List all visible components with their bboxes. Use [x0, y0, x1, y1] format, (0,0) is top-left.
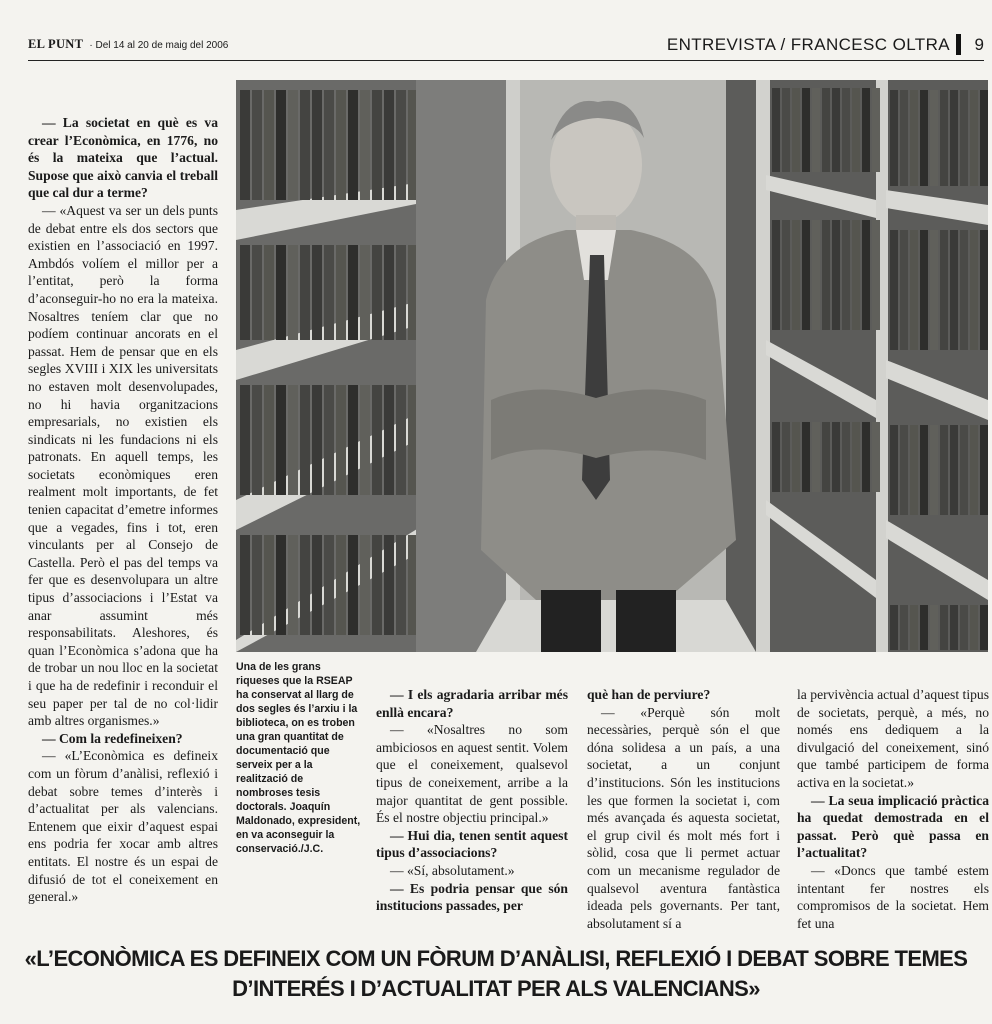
question-paragraph: — Com la redefineixen?	[42, 730, 183, 746]
book-spine	[240, 90, 250, 200]
book-spine	[862, 88, 870, 172]
book-spine	[312, 535, 322, 635]
book-spine	[960, 425, 968, 515]
book-spine	[980, 425, 988, 515]
article-column-3	[587, 686, 780, 931]
book-spine	[324, 245, 334, 340]
book-spine	[940, 230, 948, 350]
book-spine	[812, 220, 820, 330]
book-spine	[960, 90, 968, 186]
book-spine	[772, 422, 780, 492]
book-spine	[252, 385, 262, 495]
book-spine	[240, 535, 250, 635]
photo-caption: Una de les grans riqueses que la RSEAP ha conservat al llarg de dos segles és l’arxiu i la biblioteca, on es troben una gran quantitat de documentació que serveix per a la realització de nombroses tesis doctorals. Joaquín Maldonado, expresident, en va aconseguir la conservació./J.C.	[236, 661, 361, 855]
book-spine	[872, 422, 880, 492]
book-spine	[970, 425, 978, 515]
book-spine	[910, 425, 918, 515]
book-spine	[288, 385, 298, 495]
book-spine	[900, 605, 908, 650]
book-spine	[312, 245, 322, 340]
pull-quote: «L’ECONÒMICA ES DEFINEIX COM UN FÒRUM D’ANÀLISI, REFLEXIÓ I DEBAT SOBRE TEMES D’INTERÉS I D’ACTUALITAT PER ALS VALENCIANS»	[24, 946, 968, 1001]
book-spine	[802, 88, 810, 172]
book-spine	[396, 90, 406, 200]
section-title: ENTREVISTA / FRANCESC OLTRA	[666, 35, 950, 54]
book-spine	[782, 88, 790, 172]
issue-date: · Del 14 al 20 de maig del 2006	[89, 40, 229, 51]
book-spine	[950, 425, 958, 515]
article-column-1	[28, 114, 218, 922]
book-spine	[940, 425, 948, 515]
book-spine	[396, 245, 406, 340]
book-spine	[890, 605, 898, 650]
book-spine	[252, 90, 262, 200]
answer-paragraph: — «L’Econòmica es defineix com un fòrum d’anàlisi, reflexió i debat sobre temes d’interès i d’actualitat per als valencians. Entenem que eixir d’aquest espai ens podria fer xocar amb altres entitats. El nostre és un espai de difusió de tot el coneixement en general.»	[28, 748, 218, 905]
book-spine	[872, 88, 880, 172]
book-spine	[360, 245, 370, 340]
book-spine	[980, 90, 988, 186]
book-spine	[372, 245, 382, 340]
book-spine	[240, 385, 250, 495]
book-spine	[970, 230, 978, 350]
book-spine	[852, 220, 860, 330]
book-spine	[842, 422, 850, 492]
book-spine	[930, 230, 938, 350]
book-spine	[900, 90, 908, 186]
book-spine	[396, 535, 406, 635]
book-spine	[920, 90, 928, 186]
book-spine	[890, 90, 898, 186]
answer-paragraph: — «Nosaltres no som ambiciosos en aquest sentit. Volem que el coneixement, qualsevol tipus de coneixement, arribe a la major quantitat de gent possible. És el nostre objectiu principal.»	[376, 722, 568, 826]
book-spine	[384, 245, 394, 340]
book-spine	[264, 90, 274, 200]
book-spine	[782, 220, 790, 330]
book-spine	[288, 245, 298, 340]
book-spine	[360, 385, 370, 495]
answer-paragraph: la pervivència actual d’aquest tipus de societats, perquè, a més, no només ens dediquem a la divulgació del coneixement, sinó que també participem de forma activa en la societat.»	[797, 687, 989, 790]
book-spine	[276, 90, 286, 200]
book-spine	[842, 88, 850, 172]
book-spine	[360, 90, 370, 200]
answer-paragraph: — «Perquè són molt necessàries, perquè són el que dóna solidesa a un país, a una societat, a un conjunt d’institucions. Són les institucions les que formen la societat i, com més avançada és aquesta societat, el grup civil és molt més fort i sòlid, cosa que li permet actuar com un mecanisme regulador de qualsevol aventura fantàstica ideada pels governants. Per tant, absolutament sí a	[587, 704, 780, 931]
book-spine	[348, 535, 358, 635]
question-paragraph: — Hui dia, tenen sentit aquest tipus d’associacions?	[376, 827, 568, 861]
book-spine	[930, 605, 938, 650]
book-spine	[324, 90, 334, 200]
book-spine	[348, 385, 358, 495]
book-spine	[264, 245, 274, 340]
book-spine	[372, 385, 382, 495]
book-spine	[920, 425, 928, 515]
question-paragraph: — I els agradaria arribar més enllà encara?	[376, 687, 568, 720]
book-spine	[832, 422, 840, 492]
book-spine	[930, 90, 938, 186]
book-spine	[324, 535, 334, 635]
book-spine	[240, 245, 250, 340]
book-spine	[852, 422, 860, 492]
library-portrait-illustration	[236, 80, 988, 652]
book-spine	[960, 230, 968, 350]
book-spine	[252, 245, 262, 340]
book-spine	[980, 605, 988, 650]
book-spine	[970, 605, 978, 650]
publication-name: EL PUNT	[28, 37, 84, 51]
question-paragraph: — La seua implicació pràctica ha quedat demostrada en el passat. Però què passa en l’actualitat?	[797, 792, 989, 861]
book-spine	[812, 88, 820, 172]
book-spine	[890, 425, 898, 515]
book-spine	[772, 220, 780, 330]
book-spine	[300, 385, 310, 495]
book-spine	[872, 220, 880, 330]
book-spine	[792, 88, 800, 172]
book-spine	[312, 90, 322, 200]
book-spine	[822, 220, 830, 330]
book-spine	[910, 90, 918, 186]
book-spine	[252, 535, 262, 635]
book-spine	[372, 90, 382, 200]
book-spine	[782, 422, 790, 492]
answer-paragraph: — «Doncs que també estem intentant fer nostres els compromisos de la societat. Hem fet una	[797, 862, 989, 931]
book-spine	[264, 385, 274, 495]
book-spine	[910, 230, 918, 350]
book-spine	[300, 245, 310, 340]
book-spine	[384, 90, 394, 200]
book-spine	[960, 605, 968, 650]
page-number-bar	[956, 34, 961, 55]
book-spine	[336, 245, 346, 340]
book-spine	[920, 230, 928, 350]
page-number: 9	[974, 35, 984, 54]
book-spine	[276, 245, 286, 340]
book-spine	[862, 220, 870, 330]
book-spine	[832, 88, 840, 172]
book-spine	[300, 90, 310, 200]
book-spine	[384, 535, 394, 635]
book-spine	[920, 605, 928, 650]
article-column-2	[376, 686, 568, 922]
answer-paragraph: — «Sí, absolutament.»	[390, 862, 515, 878]
book-spine	[940, 90, 948, 186]
book-spine	[950, 90, 958, 186]
book-spine	[348, 90, 358, 200]
book-spine	[372, 535, 382, 635]
book-spine	[360, 535, 370, 635]
book-spine	[970, 90, 978, 186]
masthead	[28, 37, 228, 52]
page-header	[28, 32, 984, 61]
book-spine	[910, 605, 918, 650]
book-spine	[288, 535, 298, 635]
book-spine	[300, 535, 310, 635]
book-spine	[822, 88, 830, 172]
book-spine	[980, 230, 988, 350]
book-spine	[384, 385, 394, 495]
book-spine	[276, 535, 286, 635]
book-spine	[336, 385, 346, 495]
book-spine	[312, 385, 322, 495]
question-paragraph: — La societat en què es va crear l’Econòmica, en 1776, no és la mateixa que l’actual. Supose que això canvia el treball que cal dur a terme?	[28, 115, 218, 201]
book-spine	[276, 385, 286, 495]
book-spine	[396, 385, 406, 495]
book-spine	[336, 90, 346, 200]
book-spine	[900, 230, 908, 350]
book-spine	[792, 220, 800, 330]
book-spine	[862, 422, 870, 492]
answer-paragraph: — «Aquest va ser un dels punts de debat entre els dos sectors que existien en l’associació en 1997. Ambdós volíem el millor per a l’entitat, però la forma d’aconseguir-ho no era la mateixa. Nosaltres teníem clar que no podíem continuar ancorats en el passat. Hem de pensar que en els segles XVIII i XIX les universitats no estaven molt desenvolupades, no hi havia organitzacions empresarials, no existien els sindicats ni les fundacions ni els patronats. En aquell temps, les societats econòmiques eren realment molt importants, de fet tenien capacitat d’emetre informes que a vegades, fins i tot, eren vinculants per al Consejo de Castella. Però el pas del temps va fer que es desenvolupara un altre tipus d’associacions i l’Estat va anar assumint més responsabilitats. Aleshores, és quan l’Econòmica s’adona que ha de trobar un nou lloc en la societat i que ha de redefinir i reconduir el seu paper per tal de no col·lidir amb altres organismes.»	[28, 202, 218, 729]
book-spine	[890, 230, 898, 350]
book-spine	[336, 535, 346, 635]
book-spine	[842, 220, 850, 330]
book-spine	[348, 245, 358, 340]
book-spine	[802, 220, 810, 330]
book-spine	[812, 422, 820, 492]
book-spine	[792, 422, 800, 492]
book-spine	[832, 220, 840, 330]
book-spine	[930, 425, 938, 515]
book-spine	[802, 422, 810, 492]
book-spine	[264, 535, 274, 635]
question-paragraph: — Es podria pensar que són institucions passades, per	[376, 880, 568, 914]
article-column-4	[797, 686, 989, 931]
book-spine	[900, 425, 908, 515]
book-spine	[288, 90, 298, 200]
interview-photo	[236, 80, 988, 652]
book-spine	[822, 422, 830, 492]
book-spine	[852, 88, 860, 172]
book-spine	[950, 230, 958, 350]
question-paragraph: què han de perviure?	[587, 687, 711, 702]
book-spine	[772, 88, 780, 172]
book-spine	[950, 605, 958, 650]
book-spine	[324, 385, 334, 495]
book-spine	[940, 605, 948, 650]
